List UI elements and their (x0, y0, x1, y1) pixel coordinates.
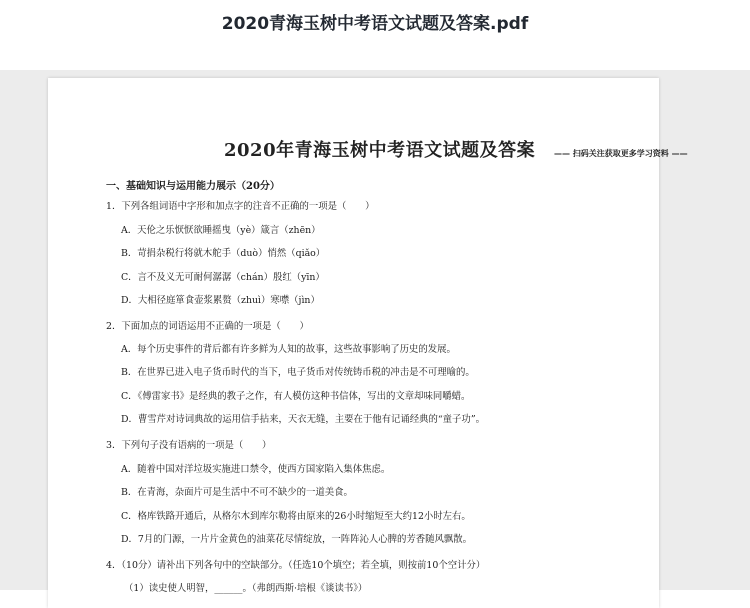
question-1-stem: 1．下列各组词语中字形和加点字的注音不正确的一项是（ ） (106, 201, 375, 212)
question-4-stem: 4．（10分）请补出下列各句中的空缺部分。（任选10个填空；若全填，则按前10个空计分） (106, 560, 486, 571)
question-3-option-b: B．在青海，杂面片可是生活中不可不缺少的一道美食。 (121, 487, 353, 498)
question-1-option-d: D．大相径庭箪食壶浆累赘（zhuì）寒噤（jìn） (121, 295, 320, 306)
question-2-option-d: D．曹雪芹对诗词典故的运用信手拈来，天衣无缝，主要在于他有记诵经典的“童子功”。 (121, 414, 485, 425)
question-2-option-c: C．《傅雷家书》是经典的教子之作，有人模仿这种书信体，写出的文章却味同嚼蜡。 (121, 391, 471, 402)
doc-header (224, 140, 688, 168)
doc-title: 2020年青海玉树中考语文试题及答案 (224, 140, 536, 161)
question-3-option-d: D．7月的门源，一片片金黄色的油菜花尽情绽放，一阵阵沁人心脾的芳香随风飘散。 (121, 534, 472, 545)
pdf-page (48, 78, 688, 608)
section-heading: 一、基础知识与运用能力展示（20分） (106, 181, 280, 192)
question-2-option-a: A．每个历史事件的背后都有许多鲜为人知的故事，这些故事影响了历史的发展。 (121, 344, 456, 355)
question-2-stem: 2．下面加点的词语运用不正确的一项是（ ） (106, 321, 309, 332)
question-1-option-b: B．苛捐杂税行将就木舵手（duò）悄然（qiǎo） (121, 248, 326, 259)
pdf-viewer[interactable] (0, 70, 750, 594)
file-title: 2020青海玉树中考语文试题及答案.pdf (221, 14, 529, 34)
question-3-option-c: C．格库铁路开通后，从格尔木到库尔勒将由原来的26小时缩短至大约12小时左右。 (121, 511, 471, 522)
question-1-option-c: C．言不及义无可耐何潺潺（chán）殷红（yīn） (121, 272, 325, 283)
question-4-item-1: （1）读史使人明智，______。（弗朗西斯·培根《谈读书》） (124, 583, 368, 594)
question-3-option-a: A．随着中国对洋垃圾实施进口禁令，使西方国家陷入集体焦虑。 (121, 464, 391, 475)
question-1-option-a: A．天伦之乐恹恹欲睡摇曳（yè）箴言（zhēn） (121, 225, 321, 236)
viewer-header (0, 0, 750, 70)
question-2-option-b: B．在世界已进入电子货币时代的当下，电子货币对传统铸币税的冲击是不可理喻的。 (121, 367, 475, 378)
doc-tagline: —— 扫码关注获取更多学习资料 —— (554, 149, 688, 158)
question-3-stem: 3．下列句子没有语病的一项是（ ） (106, 440, 272, 451)
